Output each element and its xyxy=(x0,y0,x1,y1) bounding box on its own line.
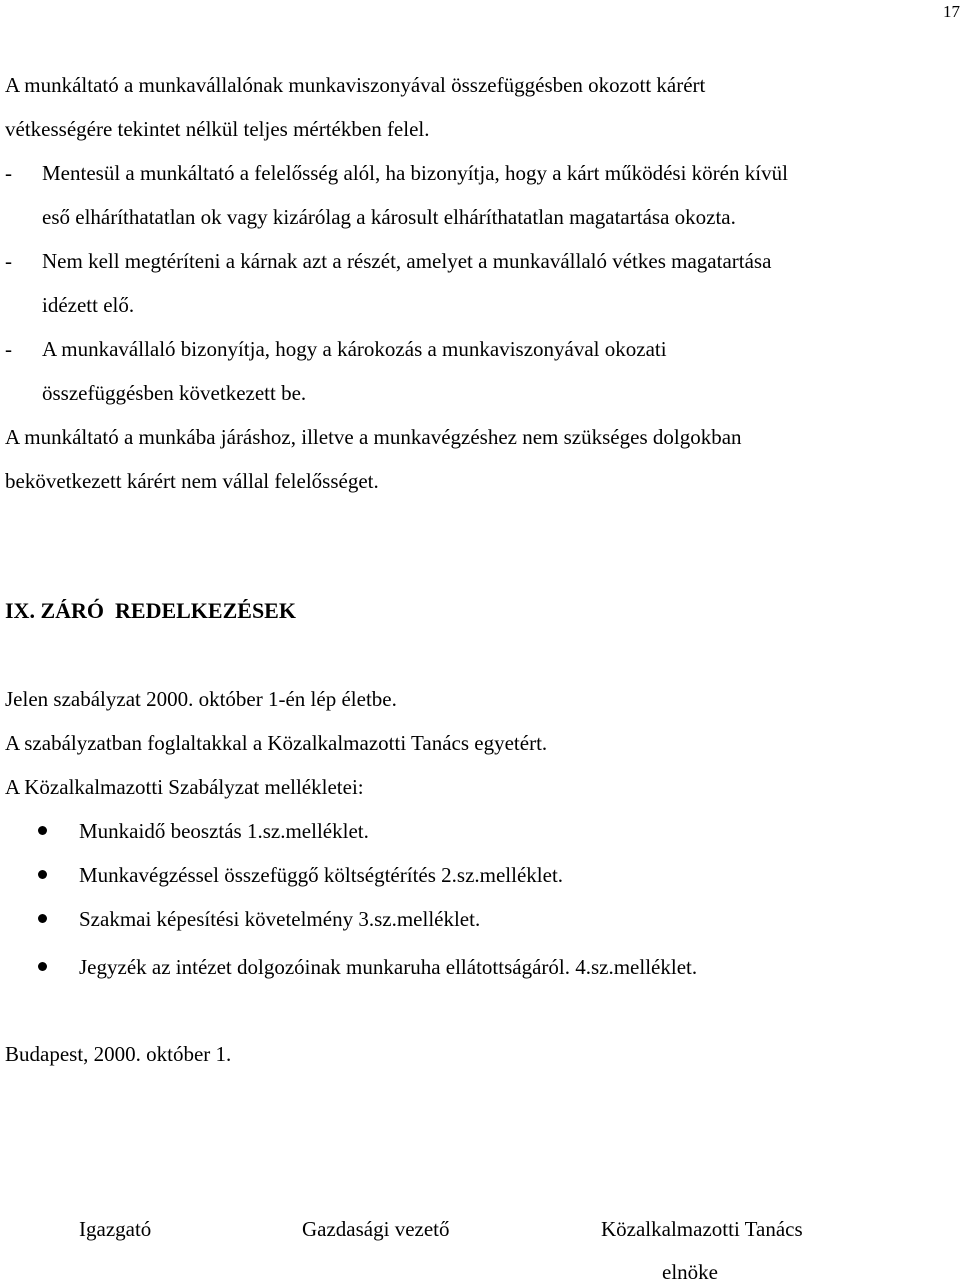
section-heading: IX. ZÁRÓ REDELKEZÉSEK xyxy=(5,598,296,623)
bullet-icon xyxy=(38,826,47,835)
signature-council: Közalkalmazotti Tanács xyxy=(601,1217,803,1241)
dash-item-2-line-1: Nem kell megtéríteni a kárnak azt a részét, amelyet a munkavállaló vétkes magatartása xyxy=(42,249,772,273)
attachment-3: Szakmai képesítési követelmény 3.sz.melléklet. xyxy=(79,907,481,931)
attachment-1: Munkaidő beosztás 1.sz.melléklet. xyxy=(79,819,369,843)
signature-director: Igazgató xyxy=(79,1217,152,1241)
attachment-2: Munkavégzéssel összefüggő költségtérítés 2.sz.melléklet. xyxy=(79,863,564,887)
bullet-icon xyxy=(38,870,47,879)
dash-marker: - xyxy=(5,337,12,361)
dash-item-3-line-2: összefüggésben következett be. xyxy=(42,381,307,405)
attachment-4: Jegyzék az intézet dolgozóinak munkaruha ellátottságáról. 4.sz.melléklet. xyxy=(79,955,698,979)
signature-council-title: elnöke xyxy=(662,1260,718,1284)
bullet-icon xyxy=(38,914,47,923)
bullet-icon xyxy=(38,962,47,971)
closing-line-2: A szabályzatban foglaltakkal a Közalkalmazotti Tanács egyetért. xyxy=(5,731,548,755)
paragraph-2-line-2: bekövetkezett kárért nem vállal felelősséget. xyxy=(5,469,379,493)
paragraph-1-line-1: A munkáltató a munkavállalónak munkaviszonyával összefüggésben okozott kárért xyxy=(5,73,706,97)
dash-marker: - xyxy=(5,161,12,185)
dash-marker: - xyxy=(5,249,12,273)
paragraph-1-line-2: vétkességére tekintet nélkül teljes mértékben felel. xyxy=(5,117,430,141)
signature-economic-leader: Gazdasági vezető xyxy=(302,1217,450,1241)
dash-item-1-line-1: Mentesül a munkáltató a felelősség alól, ha bizonyítja, hogy a kárt működési körén kívül xyxy=(42,161,788,185)
dash-item-3-line-1: A munkavállaló bizonyítja, hogy a károkozás a munkaviszonyával okozati xyxy=(42,337,667,361)
closing-line-3: A Közalkalmazotti Szabályzat mellékletei: xyxy=(5,775,364,799)
closing-line-1: Jelen szabályzat 2000. október 1-én lép életbe. xyxy=(5,687,397,711)
page-number: 17 xyxy=(943,2,960,21)
dash-item-1-line-2: eső elháríthatatlan ok vagy kizárólag a károsult elháríthatatlan magatartása okozta. xyxy=(42,205,736,229)
dash-item-2-line-2: idézett elő. xyxy=(42,293,135,317)
paragraph-2-line-1: A munkáltató a munkába járáshoz, illetve a munkavégzéshez nem szükséges dolgokban xyxy=(5,425,742,449)
place-date: Budapest, 2000. október 1. xyxy=(5,1042,232,1066)
